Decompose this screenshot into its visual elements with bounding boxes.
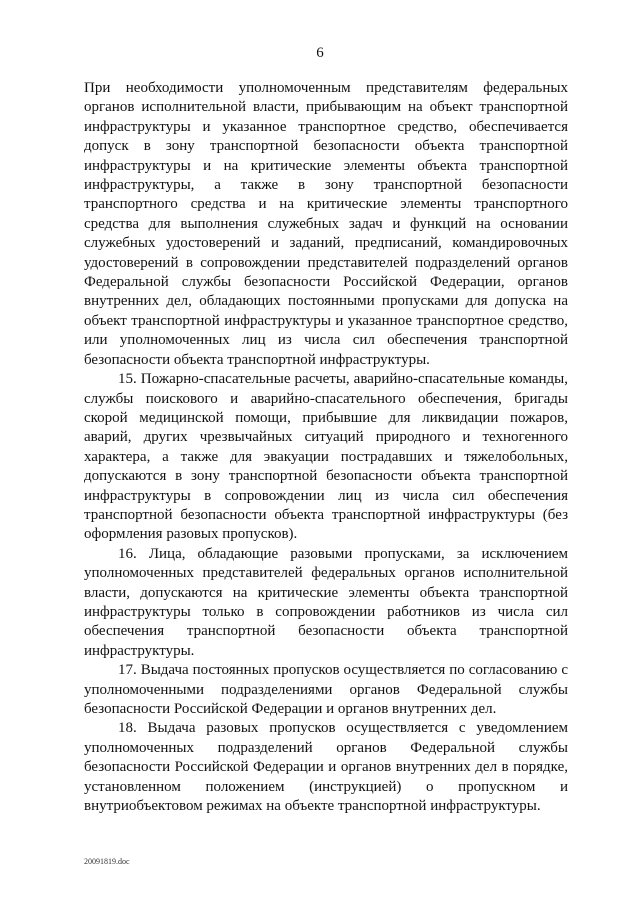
- paragraph-18: 18. Выдача разовых пропусков осуществляется с уведомлением уполномоченных подразделений органов Федеральной службы безопасности Российской Федерации и органов внутренних дел в порядке, установленном положением (инструкцией) о пропускном и внутриобъектовом режимах на объекте транспортной инфраструктуры.: [84, 720, 568, 815]
- paragraph-17: 17. Выдача постоянных пропусков осуществляется по согласованию с уполномоченными подразделениями органов Федеральной службы безопасности Российской Федерации и органов внутренних дел.: [84, 662, 568, 717]
- document-body: [84, 79, 568, 816]
- paragraph-15: 15. Пожарно-спасательные расчеты, аварийно-спасательные команды, службы поискового и аварийно-спасательного обеспечения, бригады скорой медицинской помощи, прибывшие для ликвидации пожаров, аварий, других чрезвычайных ситуаций природного и техногенного характера, а также для эвакуации пострадавших и тяжелобольных, допускаются в зону транспортной безопасности объекта транспортной инфраструктуры в сопровождении лиц из числа сил обеспечения транспортной безопасности объекта транспортной инфраструктуры (без оформления разовых пропусков).: [84, 371, 568, 543]
- paragraph-16: 16. Лица, обладающие разовыми пропусками, за исключением уполномоченных представителей федеральных органов исполнительной власти, допускаются на критические элементы объекта транспортной инфраструктуры только в сопровождении работников из числа сил обеспечения транспортной безопасности объекта транспортной инфраструктуры.: [84, 545, 568, 659]
- page-number: 6: [316, 45, 324, 61]
- footer-filename: 20091819.doc: [84, 857, 130, 866]
- paragraph-intro: При необходимости уполномоченным представителям федеральных органов исполнительной власти, прибывающим на объект транспортной инфраструктуры и указанное транспортное средство, обеспечивается допуск в зону транспортной безопасности объекта транспортной инфраструктуры и на критические элементы объекта транспортной инфраструктуры, а также в зону транспортной безопасности транспортного средства и на критические элементы транспортного средства для выполнения служебных задач и функций на основании служебных удостоверений и заданий, предписаний, командировочных удостоверений в сопровождении представителей подразделений органов Федеральной службы безопасности Российской Федерации, органов внутренних дел, обладающих постоянными пропусками для допуска на объект транспортной инфраструктуры и указанное транспортное средство, или уполномоченных лиц из числа сил обеспечения транспортной безопасности объекта транспортной инфраструктуры.: [84, 80, 568, 368]
